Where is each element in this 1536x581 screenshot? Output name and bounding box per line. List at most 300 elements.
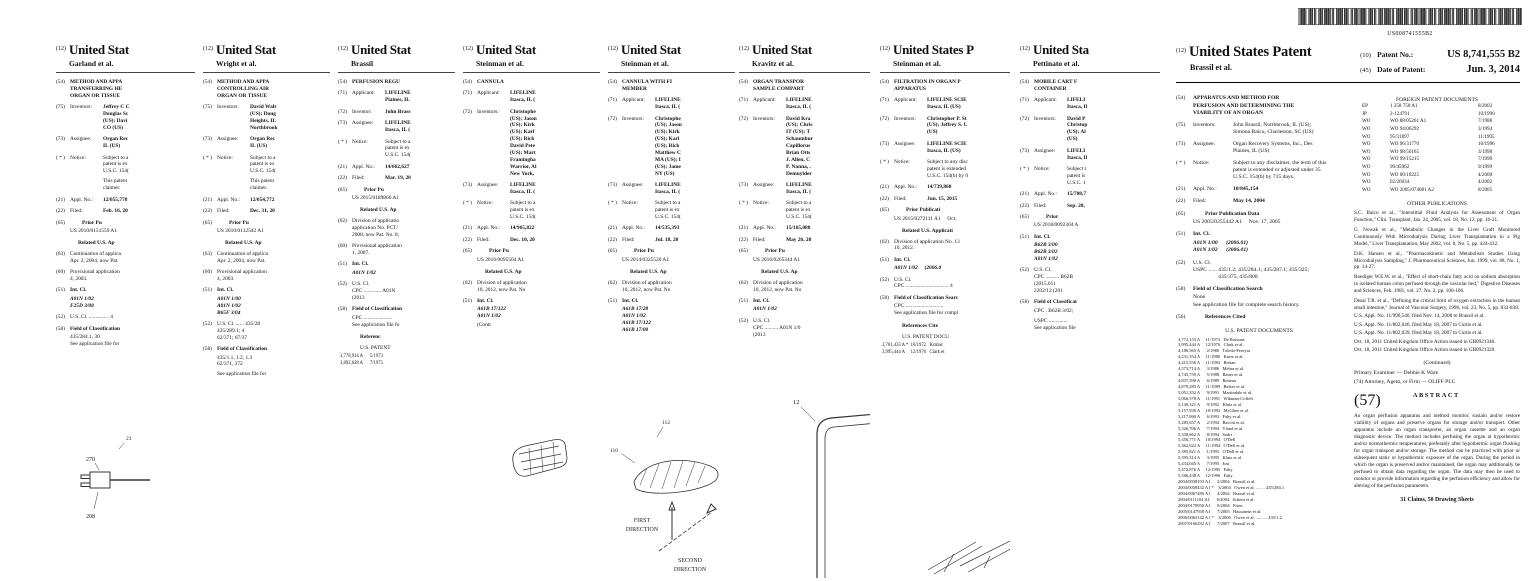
field-value-line: Subject to a: [655, 200, 681, 207]
field-value: [385, 175, 411, 182]
indented-lines: [753, 257, 870, 264]
field-value-line: TRANSFERRING HE: [70, 85, 123, 92]
foreign-ref-number: WO 99/15215: [1390, 156, 1420, 163]
field-value-line: Int. Cl.: [477, 297, 494, 304]
patent-header: [880, 42, 1010, 58]
field-code: (51): [463, 297, 472, 304]
field-code: (71): [1020, 97, 1029, 104]
field-code: (60): [203, 269, 212, 276]
field-value-line: Continuation of applica: [70, 250, 121, 257]
field-value: [385, 90, 411, 104]
svg-text:23: 23: [126, 436, 132, 442]
field-code: (75): [203, 104, 212, 111]
field-row: [880, 257, 1010, 264]
patent-title: United Stat: [476, 42, 536, 57]
field-value-line: Christopher P. St: [927, 115, 967, 122]
patent-page-6: [735, 0, 870, 581]
field-value-line: METHOD AND APPA: [217, 79, 270, 85]
field-row: [880, 196, 1010, 203]
field-value-line: A61B 17/122: [622, 320, 651, 327]
indented-lines: [352, 270, 455, 277]
field-value-line: 14/535,393: [655, 225, 680, 232]
field-label: Assignee:: [352, 120, 374, 127]
foreign-ref-row: [1362, 126, 1520, 134]
indented-lines: [1034, 308, 1160, 332]
indented-lines: [70, 334, 195, 348]
field-value-line: A01N 1/02: [622, 313, 646, 320]
field-value-line: 2008, now Pat. No. 8,: [352, 231, 400, 238]
field-code: (58): [56, 325, 65, 332]
foreign-ref-country: WO: [1362, 186, 1371, 193]
field-value-line: A61B 17/00: [622, 326, 649, 333]
field-row: [1020, 191, 1160, 198]
field-code: (21): [203, 196, 212, 203]
field-value: [1233, 160, 1326, 181]
field-value: [217, 251, 268, 265]
reference-line: 3,772,153 A 11/1973 De Roissart: [1178, 336, 1245, 342]
field-value: [250, 208, 275, 215]
field-value-line: patent is extended: [927, 165, 966, 172]
field-code: ( * ): [56, 154, 65, 161]
field-code: (65): [56, 219, 65, 226]
reference-line: 5,149,321 A 9/1992 Klatz et al.: [1178, 401, 1243, 407]
field-value: [622, 298, 638, 305]
field-code: ( * ): [338, 138, 347, 145]
reference-line: 2007/0166292 A1 7/2007 Brassil et al.: [1178, 520, 1256, 526]
indented-lines: [352, 195, 455, 202]
foreign-ref-row: [1362, 103, 1520, 111]
publication-paragraph: An organ perfusion apparatus and method monitor, sustain and/or restore viability of organs and preserve organs for storage and/or transport. Other apparatus include an organ transporter, an organ cassette and an organ diagnostic device. The method includes perfusing the organ at hypothermic and/or normothermic temperatures, preferably after hypothermic organ flushing for organ transport and/or storage. The method can be practiced with prior or subsequent static or hypothermic exposure of the organ. During the period in which the organ is preserved and/or maintained, the organ may additionally be perfused to obtain data regarding the organ. The data may then be used to monitor or provide information regarding the perfusion efficiency and allow for altering of the perfusion parameters.: [1354, 413, 1520, 489]
field-row: [463, 79, 600, 86]
field-code: (75): [1176, 121, 1186, 128]
field-value-line: Itasca, IL (US): [927, 147, 961, 154]
field-row: [608, 225, 735, 232]
field-value: [786, 97, 812, 111]
field-value-line: F25D 3/08: [70, 302, 94, 309]
field-code: (10): [1360, 52, 1371, 59]
field-code: (65): [880, 207, 889, 214]
field-value-line: USPC ..............: [1034, 317, 1068, 324]
reference-line: 5,066,578 A 11/1991 Wikman-Coffelt: [1178, 395, 1253, 401]
field-row: [880, 159, 1010, 180]
field-value: [217, 287, 233, 294]
field-label: Appl. No.:: [753, 225, 776, 232]
field-value: [1233, 198, 1265, 205]
field-row: [203, 208, 330, 215]
field-value-line: See application file for: [217, 371, 267, 378]
field-value-line: US 2015/0189866 A1: [352, 194, 400, 201]
field-row: [56, 287, 195, 294]
field-value-line: See application file for compl: [894, 310, 959, 317]
field-value-line: APPARATUS AND METHOD FOR: [1193, 95, 1280, 102]
field-code: (54): [56, 79, 65, 85]
foreign-ref-row: [1362, 164, 1520, 172]
patent-page-1: [0, 0, 195, 581]
field-value-line: 12/054,772: [250, 196, 275, 203]
field-value-line: May 14, 2004: [1233, 198, 1265, 205]
field-code: (65): [1176, 210, 1186, 217]
field-value: [655, 237, 678, 244]
field-row: [1176, 141, 1342, 155]
svg-text:SECOND: SECOND: [677, 558, 703, 564]
field-code: (56): [1176, 313, 1186, 320]
field-value-line: David Walt: [250, 104, 277, 111]
field-value-line: CPC .......... A01N 1/0: [753, 324, 801, 331]
field-value: [352, 281, 395, 302]
section-heading: Related U.S. Ap: [630, 269, 667, 276]
field-label: Inventors:: [70, 104, 92, 111]
field-label: Assignee:: [477, 181, 499, 188]
field-value: [1067, 203, 1085, 210]
field-value-line: METHOD AND APPA: [70, 79, 123, 85]
masthead-right: [1360, 47, 1520, 77]
field-value: [1193, 286, 1263, 293]
field-value: [1067, 166, 1086, 187]
field-code: (58): [1176, 285, 1186, 292]
field-value: [70, 269, 120, 283]
field-row: [56, 208, 195, 215]
indented-lines: [622, 306, 735, 333]
field-value-line: 435/1.1, 1.2, 1.3: [217, 354, 253, 361]
field-label: Inventor:: [352, 108, 372, 115]
section-heading: Related U.S. Ap: [761, 269, 798, 276]
figure-drawing: [602, 410, 735, 580]
field-value-line: U.S. Cl.: [1193, 259, 1212, 266]
field-code: (65): [608, 248, 617, 255]
field-value: [927, 159, 968, 180]
field-value: [103, 136, 128, 150]
foreign-ref-number: 99/45962: [1390, 164, 1410, 171]
field-label: Applicant:: [477, 90, 500, 97]
field-value-line: B62B 3/02: [1034, 249, 1058, 256]
foreign-ref-row: [1362, 118, 1520, 126]
field-code: (73): [463, 181, 472, 188]
field-code: (21): [739, 225, 748, 232]
field-code: (73): [880, 140, 889, 147]
field-value: [70, 287, 86, 294]
field-value-line: A01N 1/02: [352, 269, 376, 276]
field-value: [510, 182, 536, 196]
field-value: [894, 79, 961, 93]
field-value-line: US 2016/0265344 A1: [753, 256, 801, 263]
publication-paragraph: Roediger W.E.W. et al., "Effect of short-chain fatty acid on sodium absorption in isolated human colon perfused through the vascular bed," Digestive Diseases and Sciences, Feb. 1981, vol. 27, No. 2, pp. 100-106.: [1354, 274, 1520, 295]
patent-page-9: [1160, 0, 1536, 581]
field-value-line: patent is ex: [655, 207, 680, 214]
field-value-line: 10, 2012, now Pat. No: [622, 286, 671, 293]
patent-header: [463, 42, 600, 58]
field-value-line: References Cited: [1205, 313, 1246, 320]
field-value-line: 4, 2003.: [70, 275, 88, 282]
field-value-line: Apr. 2, 2004, now Pat.: [217, 257, 266, 264]
header-rule: [608, 72, 735, 73]
field-code: (21): [56, 196, 65, 203]
field-code: (51): [1176, 231, 1186, 238]
field-value: [217, 79, 269, 100]
field-value: [385, 139, 411, 160]
field-code: (21): [1176, 186, 1186, 193]
field-value-line: US 2015/0272111 A1 Oct.: [894, 215, 957, 222]
field-row: [1020, 97, 1160, 111]
field-value-line: Apr. 2, 2004, now Pat.: [70, 257, 119, 264]
figure-clamp: [505, 432, 577, 490]
field-label: Applicant:: [753, 97, 776, 104]
field-label: Appl. No.:: [477, 225, 500, 232]
field-value-line: A01N 1/02: [1034, 255, 1058, 262]
foreign-ref-number: WO 98/50165: [1390, 148, 1420, 155]
field-value-line: 435/375, 435/808: [1193, 273, 1258, 280]
field-code: (52): [739, 317, 748, 324]
left-column: [1176, 90, 1342, 526]
field-value: [927, 141, 967, 155]
field-value-line: U.S. Cl. ...... 435/28: [217, 320, 261, 327]
foreign-ref-row: [1362, 134, 1520, 142]
field-row: [1020, 299, 1160, 306]
field-value-line: Prior Pu: [364, 186, 384, 193]
publication-paragraph: U.S. Appl. No. 11/802,039, filed May 18, 2007 to Curtis et al.: [1354, 330, 1483, 337]
indented-lines: [1034, 242, 1160, 263]
field-value: [103, 104, 130, 131]
patent-date-label: Date of Patent:: [1377, 65, 1426, 75]
field-value-line: LIFELI: [1067, 97, 1086, 104]
field-value-line: See application file: [1034, 324, 1076, 331]
section-heading: Related U.S. Ap: [360, 207, 397, 214]
field-row: [463, 248, 600, 255]
field-value-line: Division of application: [622, 279, 672, 286]
patent-header: [739, 42, 870, 58]
field-row: [608, 116, 735, 178]
field-row: [608, 97, 735, 111]
field-code: (73): [608, 181, 617, 188]
field-value: [217, 346, 267, 353]
field-label: Inventors:: [1034, 115, 1056, 122]
field-value-line: Plaines, IL: [385, 97, 410, 104]
foreign-ref-row: [1362, 179, 1520, 187]
field-code: (21): [338, 163, 347, 170]
field-code: (72): [1020, 115, 1029, 122]
field-value-line: LIFELINE: [786, 181, 812, 188]
indented-lines: [477, 257, 600, 264]
field-value: [352, 243, 402, 257]
reference-line: 5,356,771 A 10/1994 O'Dell: [1178, 437, 1236, 443]
field-code: (54): [880, 79, 889, 85]
patent-title: United Stat: [351, 42, 411, 57]
publication-paragraph: Oct. 18, 2011 United Kingdom Office Action issued in GB0921340.: [1354, 338, 1496, 345]
field-value-line: 2202/12 (201: [1034, 287, 1063, 294]
field-value: [753, 298, 769, 305]
field-value-line: John Brass: [385, 108, 411, 115]
field-label: Inventors:: [217, 104, 239, 111]
header-rule: [56, 72, 195, 73]
right-column: [1354, 90, 1520, 526]
field-label: Notice:: [477, 200, 493, 207]
field-value: [70, 326, 120, 333]
kind-code: (12): [463, 46, 473, 52]
abstract-heading: ABSTRACT: [1412, 392, 1460, 400]
field-value-line: Prior Pu: [634, 248, 654, 255]
field-value-line: 12/055,778: [103, 196, 128, 203]
field-row: [203, 251, 330, 265]
foreign-ref-number: 02/26034: [1390, 179, 1410, 186]
field-row: [56, 197, 195, 204]
field-value: [1193, 95, 1294, 116]
field-label: Inventors:: [477, 108, 499, 115]
field-row: [338, 139, 455, 160]
field-row: [1020, 166, 1160, 187]
field-label: Notice:: [753, 200, 769, 207]
reference-list: [340, 354, 455, 367]
field-value-line: Dec. 10, 20: [510, 236, 535, 243]
field-code: (22): [463, 236, 472, 243]
field-value-line: US 2010/0151559 A1: [70, 227, 118, 234]
field-value-line: Feb. 16, 20: [103, 208, 128, 215]
reference-line: 4,837,390 A 6/1989 Reneau: [1178, 378, 1236, 384]
field-value-line: Prior Publication Data: [1205, 210, 1260, 217]
foreign-ref-row: [1362, 156, 1520, 164]
patent-header: [608, 42, 735, 58]
field-value-line: 14/965,822: [510, 225, 535, 232]
field-value: [250, 155, 276, 192]
reference-line: 2004/0067480 A1 4/2004 Brassil et al.: [1178, 490, 1256, 496]
field-value-line: (US); Karl: [655, 136, 680, 143]
figure-cannula-directions: [602, 410, 735, 575]
field-value-line: A01N 1/02: [217, 302, 241, 309]
field-row: [463, 280, 600, 294]
field-label: Filed:: [352, 175, 365, 182]
field-value: [894, 257, 910, 264]
header-rule: [1176, 82, 1520, 83]
kind-code: (12): [203, 46, 213, 52]
field-code: (45): [1360, 67, 1371, 75]
field-code: (51): [608, 297, 617, 304]
field-value-line: Subject t: [1067, 165, 1087, 172]
field-row: [338, 164, 455, 171]
field-value-line: CPC .......... B62B: [1034, 274, 1073, 281]
field-value-line: Organ Recovery Systems, Inc., Des: [1233, 140, 1313, 147]
patent-number-row: [1360, 47, 1520, 62]
field-label: Appl. No.:: [894, 184, 917, 191]
field-value-line: U.S. Cl.: [352, 281, 370, 288]
field-row: [338, 120, 455, 134]
field-label: Filed:: [217, 208, 230, 215]
section-heading: Related U.S. Applicati: [902, 227, 953, 234]
foreign-ref-number: 1 258 758 A1: [1390, 102, 1418, 109]
field-code: (51): [56, 287, 65, 294]
section-heading: FOREIGN PATENT DOCUMENTS: [1395, 96, 1479, 103]
field-code: (54): [1176, 95, 1186, 102]
field-code: (52): [880, 276, 889, 283]
field-value-line: 10/845,154: [1233, 186, 1259, 193]
field-label: Assignee:: [753, 181, 775, 188]
field-value-line: Itasca, IL (: [510, 97, 536, 104]
field-row: [608, 200, 735, 221]
field-value-line: ORGAN TRANSPOR: [753, 79, 804, 85]
patent-title: United Stat: [69, 42, 129, 57]
reference-list: [1178, 337, 1342, 527]
field-code: (73): [338, 120, 347, 127]
field-value-line: Organ Rec: [250, 136, 276, 143]
field-value-line: CONTAINER: [1034, 85, 1067, 92]
field-code: (54): [739, 79, 748, 85]
field-code: (65): [739, 248, 748, 255]
section-heading: U.S. PATENT: [360, 345, 391, 352]
reference-line: 2004/0038193 A1 2/2004 Brassil et al.: [1178, 479, 1256, 485]
field-label: Assignee:: [622, 181, 644, 188]
field-row: [1176, 260, 1342, 281]
field-code: ( * ): [463, 200, 472, 207]
field-row: [739, 116, 870, 178]
field-row: [56, 220, 195, 227]
figure-plug: [50, 426, 152, 531]
patent-header: [203, 42, 330, 58]
section-heading: OTHER PUBLICATIONS: [1407, 201, 1467, 208]
reference-line: 2004/0170950 A1 9/2004 Prien: [1178, 502, 1243, 508]
figure-container: [781, 390, 870, 580]
field-row: [203, 269, 330, 283]
indented-lines: [894, 303, 1010, 317]
field-row: [739, 248, 870, 255]
field-value-line: This patent: [250, 178, 275, 185]
svg-text:110: 110: [610, 448, 619, 454]
field-value-line: See application file fo: [352, 321, 400, 328]
field-row: [739, 298, 870, 305]
field-value-line: Subject to a: [385, 138, 411, 145]
field-value-line: J. Allen, C: [786, 156, 810, 163]
foreign-ref-row: [1362, 149, 1520, 157]
indented-lines: [70, 296, 195, 310]
field-label: Inventors:: [1193, 121, 1216, 128]
field-value: [70, 79, 122, 100]
field-value-line: 1, 2007.: [352, 249, 370, 256]
field-row: [338, 175, 455, 182]
field-value-line: Mar. 19, 20: [385, 175, 411, 182]
field-label: Notice:: [894, 159, 910, 166]
field-value-line: Itasca, IL (US): [927, 104, 961, 111]
field-value-line: Prior Pu: [489, 248, 509, 255]
field-row: [56, 269, 195, 283]
field-row: [56, 155, 195, 192]
field-value-line: John Brassil, Northbrook, IL (US);: [1233, 121, 1312, 128]
field-row: [1176, 95, 1342, 116]
field-code: (73): [739, 181, 748, 188]
section-heading: Related U.S. Ap: [78, 240, 115, 247]
field-code: (22): [739, 236, 748, 243]
field-value-line: (US); Kirk: [510, 122, 535, 129]
field-value-line: LIFELINE: [385, 90, 411, 97]
field-value-line: Sep. 20,: [1067, 202, 1085, 209]
field-value-line: MA (US); I: [655, 156, 681, 163]
field-value-line: Heights, IL: [250, 117, 277, 124]
field-value-line: Jun. 15, 2015: [927, 195, 958, 202]
field-value-line: A01N 1/02 (2006.0: [894, 265, 942, 272]
reference-list: [882, 343, 1010, 356]
field-value-line: CPC .....................: [352, 314, 392, 321]
header-rule: [880, 72, 1010, 73]
foreign-ref-date: 4/2002: [1478, 179, 1493, 186]
field-row: [880, 207, 1010, 214]
field-value-line: U.S.C. 154(b) by 715 days.: [1233, 174, 1295, 181]
indented-lines: [1193, 240, 1342, 255]
field-row: [880, 97, 1010, 111]
field-row: [608, 280, 735, 294]
field-label: Filed:: [1034, 202, 1047, 209]
field-value: [1193, 260, 1309, 281]
field-row: [739, 182, 870, 196]
field-value-line: Brian Otts: [786, 149, 811, 156]
reference-line: 2006/0063142 A1 * 3/2006 Owen et al. .......... 435/1.2: [1178, 514, 1282, 520]
field-value-line: Plaines, IL (US): [1233, 148, 1270, 154]
field-value-line: Division of applicatio: [352, 217, 400, 224]
reference-line: 5,362,622 A 11/1994 O'Dell et al.: [1178, 443, 1246, 449]
